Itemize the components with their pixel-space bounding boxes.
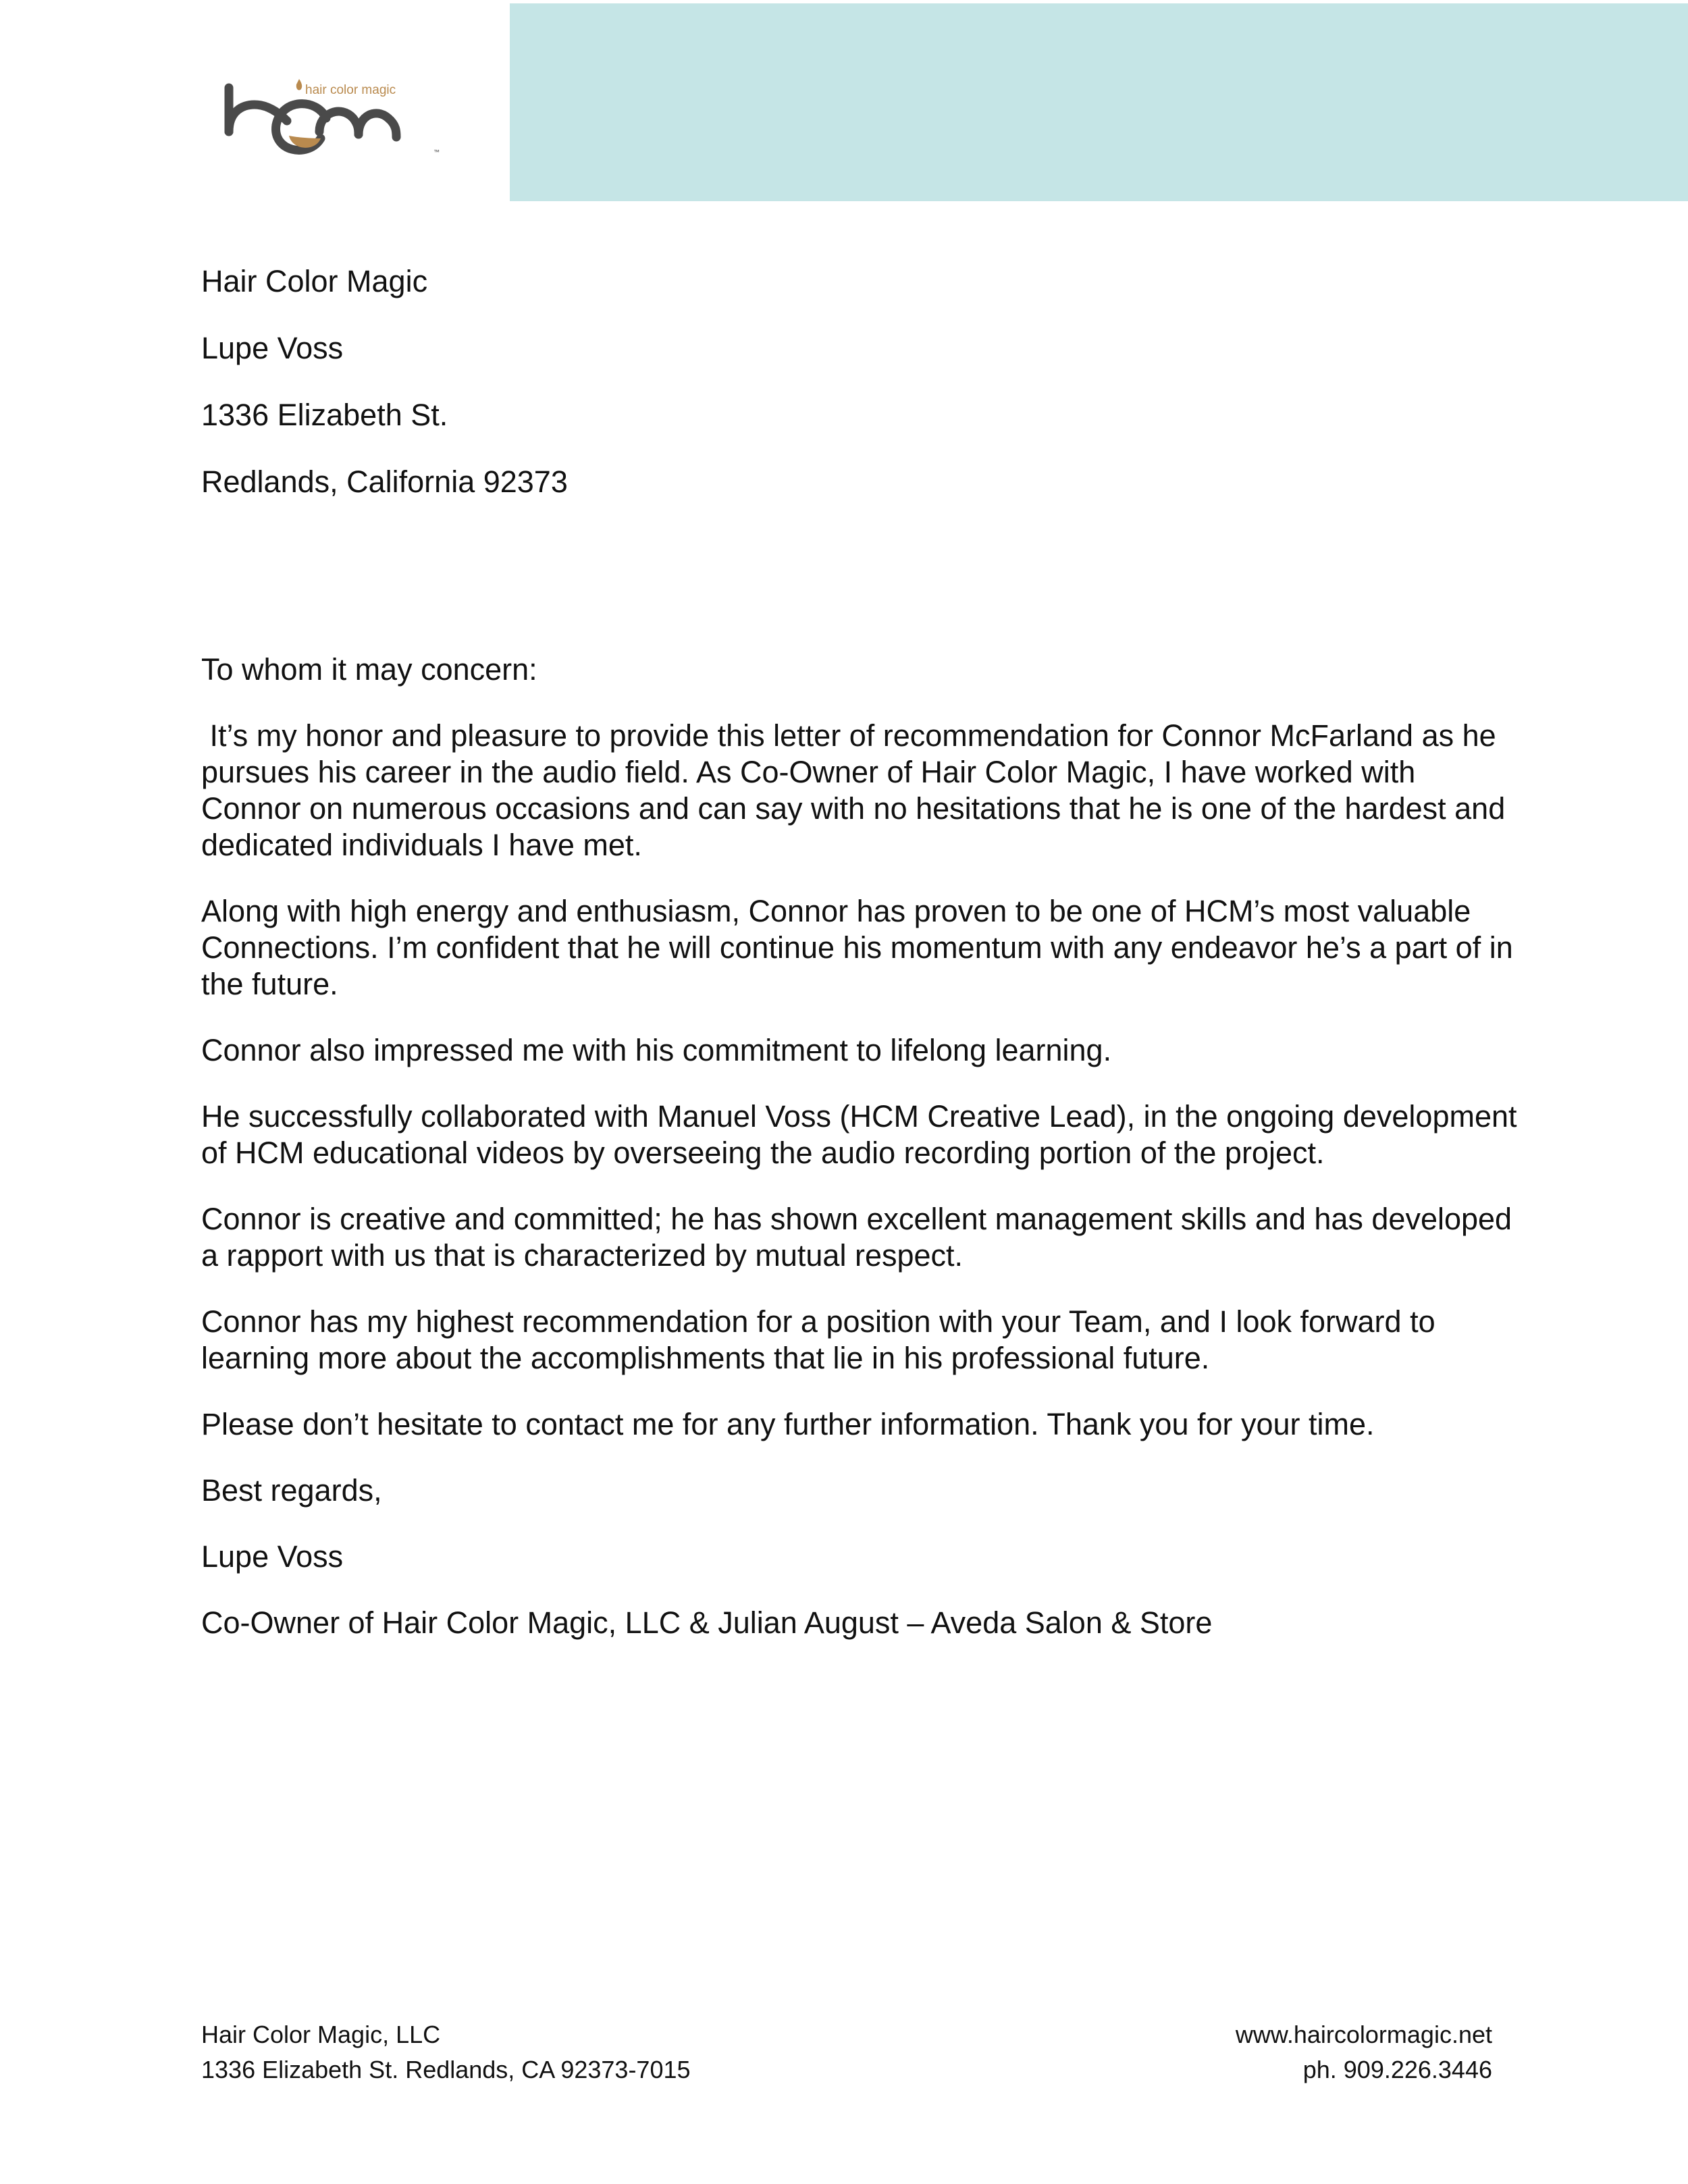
footer-address: 1336 Elizabeth St. Redlands, CA 92373-7015 [201,2056,691,2083]
footer-website: www.haircolormagic.net [1235,2021,1492,2048]
footer-left [201,2017,691,2087]
paragraph-3: Connor also impressed me with his commitment to lifelong learning. [201,1033,1112,1067]
paragraph-1: It’s my honor and pleasure to provide this letter of recommendation for Connor McFarland as he pursues his career in the audio field. As Co-Owner of Hair Color Magic, I have worked with Connor on numerous occasions and can say with no hesitations that he is one of the hardest and dedicated individuals I have met. [201,718,1514,862]
logo-tagline: hair color magic [305,83,396,97]
address-name: Lupe Voss [201,331,344,365]
trademark-symbol: ™ [433,149,440,155]
signer-name: Lupe Voss [201,1539,344,1574]
footer-company: Hair Color Magic, LLC [201,2021,441,2048]
company-logo [219,78,452,169]
salutation: To whom it may concern: [201,652,537,687]
paragraph-6: Connor has my highest recommendation for a position with your Team, and I look forward to learning more about the accomplishments that lie in his professional future. [201,1304,1435,1375]
page-footer [201,2017,1492,2087]
closing: Best regards, [201,1473,382,1508]
paragraph-2: Along with high energy and enthusiasm, Connor has proven to be one of HCM’s most valuable Connections. I’m confident that he will continue his momentum with any endeavor he’s a part of in the future. [201,894,1513,1001]
address-street: 1336 Elizabeth St. [201,398,448,432]
paragraph-5: Connor is creative and committed; he has shown excellent management skills and has developed a rapport with us that is characterized by mutual respect. [201,1202,1512,1273]
header-band [510,3,1688,201]
footer-phone: ph. 909.226.3446 [1302,2056,1492,2083]
address-company: Hair Color Magic [201,264,428,298]
signer-title: Co-Owner of Hair Color Magic, LLC & Julian August – Aveda Salon & Store [201,1605,1213,1640]
recipient-address-block [201,263,568,531]
paragraph-4: He successfully collaborated with Manuel Voss (HCM Creative Lead), in the ongoing development of HCM educational videos by overseeing the audio recording portion of the project. [201,1099,1517,1170]
paragraph-7: Please don’t hesitate to contact me for any further information. Thank you for your time. [201,1407,1375,1441]
footer-right [1236,2017,1492,2087]
address-city: Redlands, California 92373 [201,464,568,499]
letter-body [201,651,1518,1671]
